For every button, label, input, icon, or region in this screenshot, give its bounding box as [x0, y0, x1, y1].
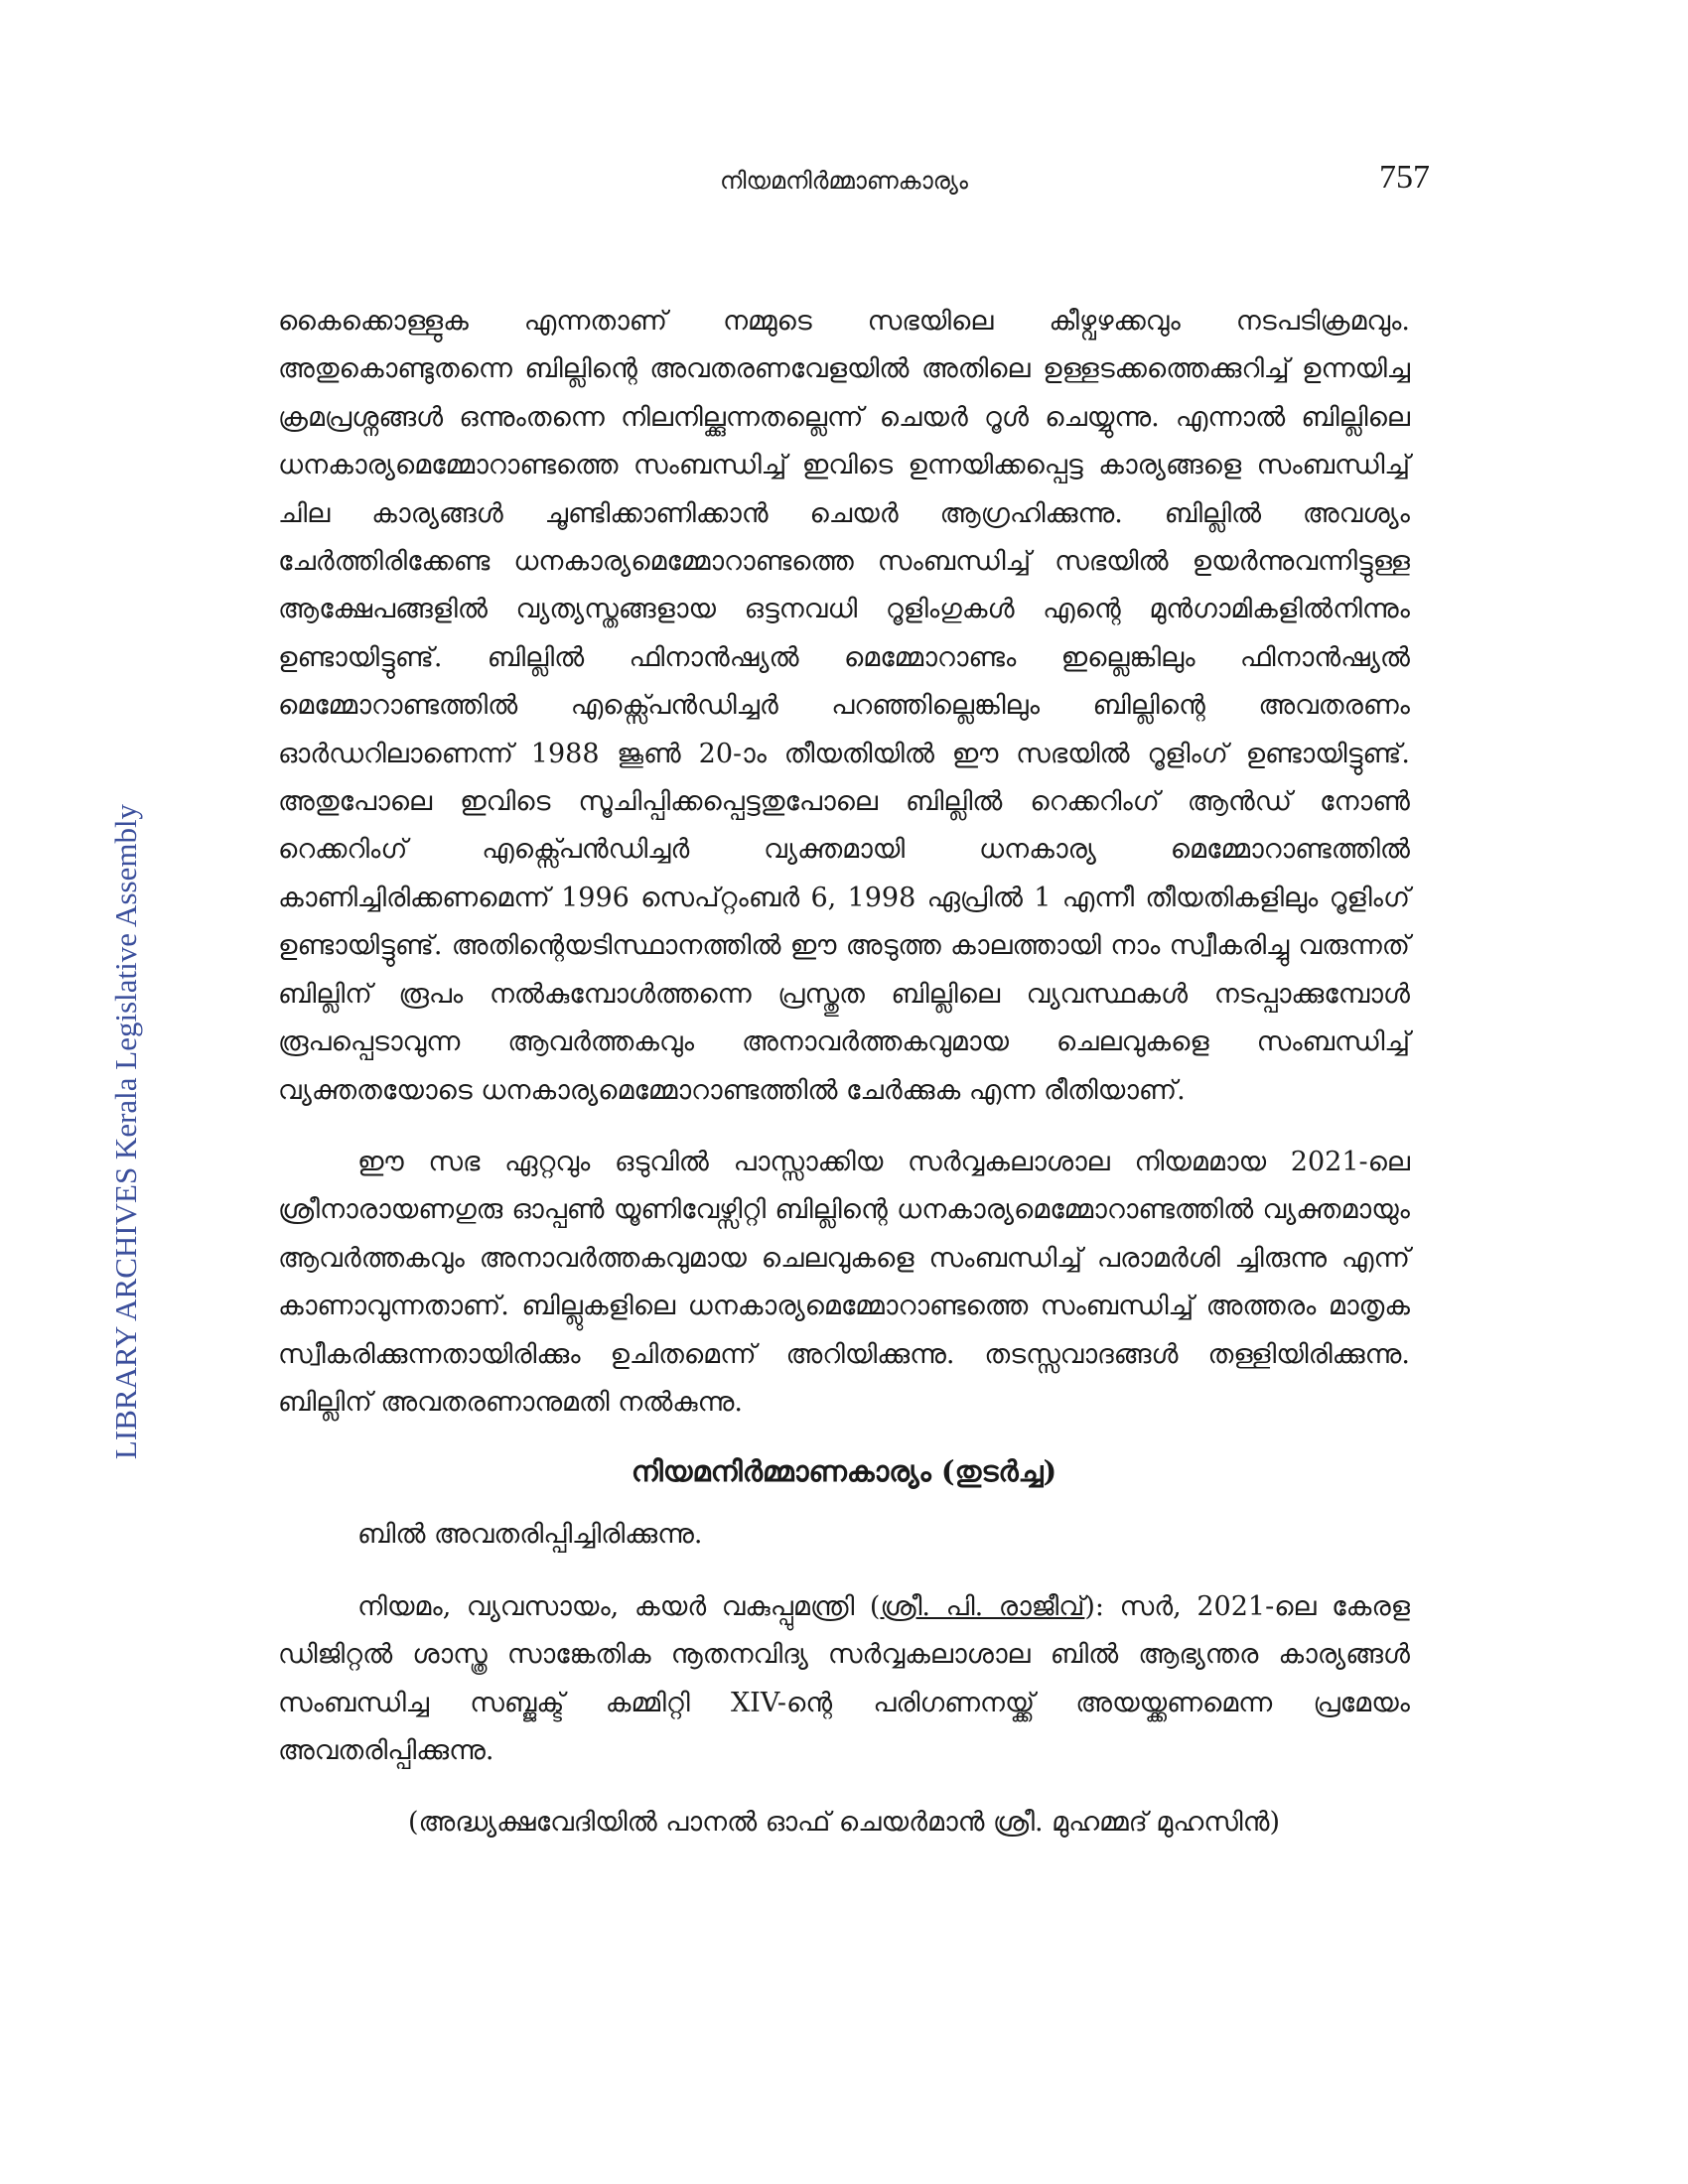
motion-prefix: നിയമം, വ്യവസായം, കയർ വകുപ്പുമന്ത്രി (	[357, 1590, 881, 1622]
section-heading: നിയമനിർമ്മാണകാര്യം (തുടർച്ച)	[631, 1454, 1057, 1489]
paragraph-motion	[278, 1583, 1410, 1776]
page-body	[278, 298, 1410, 1847]
page-number: 757	[1379, 159, 1430, 196]
paragraph-chair-note: (അദ്ധ്യക്ഷവേദിയിൽ പാനൽ ഓഫ് ചെയർമാൻ ശ്രീ. മുഹമ്മദ് മുഹസിൻ)	[408, 1807, 1280, 1839]
paragraph-ruling: കൈക്കൊള്ളുക എന്നതാണ് നമ്മുടെ സഭയിലെ കീഴ്വഴക്കവും നടപടിക്രമവും. അതുകൊണ്ടുതന്നെ ബില്ലിന്റെ അവതരണവേളയിൽ അതിലെ ഉള്ളടക്കത്തെക്കുറിച്ച് ഉന്നയിച്ച ക്രമപ്രശ്നങ്ങൾ ഒന്നുംതന്നെ നിലനില്ക്കുന്നതല്ലെന്ന് ചെയർ റൂൾ ചെയ്യുന്നു. എന്നാൽ ബില്ലിലെ ധനകാര്യമെമ്മോറാണ്ടത്തെ സംബന്ധിച്ച് ഇവിടെ ഉന്നയിക്കപ്പെട്ട കാര്യങ്ങളെ സംബന്ധിച്ച് ചില കാര്യങ്ങൾ ചൂണ്ടിക്കാണിക്കാൻ ചെയർ ആഗ്രഹിക്കുന്നു. ബില്ലിൽ അവശ്യം ചേർത്തിരിക്കേണ്ട ധനകാര്യമെമ്മോറാണ്ടത്തെ സംബന്ധിച്ച് സഭയിൽ ഉയർന്നുവന്നിട്ടുള്ള ആക്ഷേപങ്ങളിൽ വ്യത്യസ്തങ്ങളായ ഒട്ടനവധി റൂളിംഗുകൾ എന്റെ മുൻഗാമികളിൽനിന്നും ഉണ്ടായിട്ടുണ്ട്. ബില്ലിൽ ഫിനാൻഷ്യൽ മെമ്മോറാണ്ടം ഇല്ലെങ്കിലും ഫിനാൻഷ്യൽ മെമ്മോറാണ്ടത്തിൽ എക്സ്പെൻഡിച്ചർ പറഞ്ഞില്ലെങ്കിലും ബില്ലിന്റെ അവതരണം ഓർഡറിലാണെന്ന് 1988 ജൂൺ 20-ാം തീയതിയിൽ ഈ സഭയിൽ റൂളിംഗ് ഉണ്ടായിട്ടുണ്ട്. അതുപോലെ ഇവിടെ സൂചിപ്പിക്കപ്പെട്ടതുപോലെ ബില്ലിൽ റെക്കറിംഗ് ആൻഡ് നോൺ റെക്കറിംഗ് എക്സ്പെൻഡിച്ചർ വ്യക്തമായി ധനകാര്യ മെമ്മോറാണ്ടത്തിൽ കാണിച്ചിരിക്കണമെന്ന് 1996 സെപ്റ്റംബർ 6, 1998 ഏപ്രിൽ 1 എന്നീ തീയതികളിലും റൂളിംഗ് ഉണ്ടായിട്ടുണ്ട്. അതിന്റെയടിസ്ഥാനത്തിൽ ഈ അടുത്ത കാലത്തായി നാം സ്വീകരിച്ചു വരുന്നത് ബില്ലിന് രൂപം നൽകുമ്പോൾത്തന്നെ പ്രസ്തുത ബില്ലിലെ വ്യവസ്ഥകൾ നടപ്പാക്കുമ്പോൾ രൂപപ്പെടാവുന്ന ആവർത്തകവും അനാവർത്തകവുമായ ചെലവുകളെ സംബന്ധിച്ച് വ്യക്തതയോടെ ധനകാര്യമെമ്മോറാണ്ടത്തിൽ ചേർക്കുക എന്ന രീതിയാണ്.	[278, 306, 1410, 1106]
page-header-title: നിയമനിർമ്മാണകാര്യം	[720, 167, 968, 195]
paragraph-bill-introduced: ബിൽ അവതരിപ്പിച്ചിരിക്കുന്നു.	[357, 1519, 703, 1551]
paragraph-precedent: ഈ സഭ ഏറ്റവും ഒടുവിൽ പാസ്സാക്കിയ സർവ്വകലാശാല നിയമമായ 2021-ലെ ശ്രീനാരായണഗുരു ഓപ്പൺ യൂണിവേഴ്സിറ്റി ബില്ലിന്റെ ധനകാര്യമെമ്മോറാണ്ടത്തിൽ വ്യക്തമായും ആവർത്തകവും അനാവർത്തകവുമായ ചെലവുകളെ സംബന്ധിച്ച് പരാമർശി ച്ചിരുന്നു എന്ന് കാണാവുന്നതാണ്. ബില്ലുകളിലെ ധനകാര്യമെമ്മോറാണ്ടത്തെ സംബന്ധിച്ച് അത്തരം മാതൃക സ്വീകരിക്കുന്നതായിരിക്കും ഉചിതമെന്ന് അറിയിക്കുന്നു. തടസ്സവാദങ്ങൾ തള്ളിയിരിക്കുന്നു. ബില്ലിന് അവതരണാനുമതി നൽകുന്നു.	[278, 1146, 1410, 1418]
speaker-name: ശ്രീ. പി. രാജീവ്	[880, 1590, 1085, 1622]
library-watermark: LIBRARY ARCHIVES Kerala Legislative Assembly	[108, 803, 143, 1460]
motion-text: ): സർ, 2021-ലെ കേരള ഡിജിറ്റൽ ശാസ്ത്ര സാങ്കേതിക നൂതനവിദ്യ സർവ്വകലാശാല ബിൽ ആഭ്യന്തര കാര്യങ്ങൾ സംബന്ധിച്ച സബ്ജക്ട് കമ്മിറ്റി XIV-ന്റെ പരിഗണനയ്ക്ക് അയയ്ക്കണമെന്ന പ്രമേയം അവതരിപ്പിക്കുന്നു.	[278, 1590, 1410, 1766]
